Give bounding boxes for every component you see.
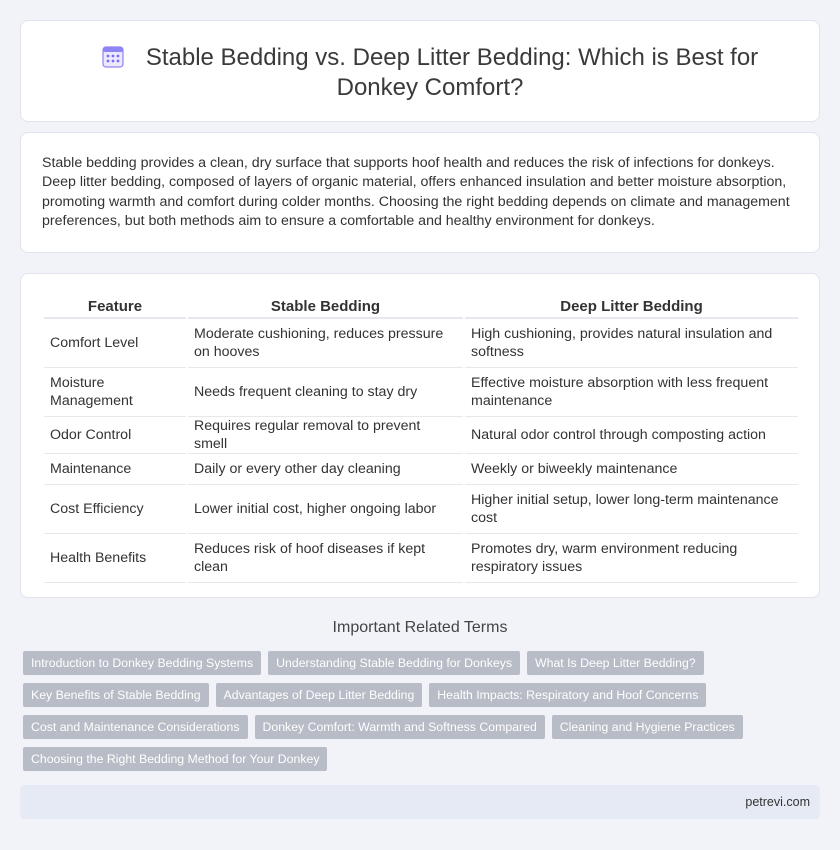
feature-cell: Health Benefits — [44, 534, 186, 583]
deep-cell: Weekly or biweekly maintenance — [465, 454, 798, 485]
stable-cell: Lower initial cost, higher ongoing labor — [188, 485, 463, 534]
header-card — [20, 20, 820, 122]
calendar-icon — [102, 44, 124, 68]
table-header-row — [44, 295, 798, 319]
related-term-tag[interactable]: Key Benefits of Stable Bedding — [23, 683, 209, 707]
feature-cell: Maintenance — [44, 454, 186, 485]
intro-card — [20, 132, 820, 253]
related-term-tag[interactable]: Donkey Comfort: Warmth and Softness Compared — [255, 715, 545, 739]
deep-cell: Promotes dry, warm environment reducing respiratory issues — [465, 534, 798, 583]
deep-cell: High cushioning, provides natural insulation and softness — [465, 319, 798, 368]
table-row — [44, 454, 798, 485]
related-term-tag[interactable]: Introduction to Donkey Bedding Systems — [23, 651, 261, 675]
column-header-feature: Feature — [44, 295, 186, 319]
related-term-tag[interactable]: What Is Deep Litter Bedding? — [527, 651, 704, 675]
feature-cell: Comfort Level — [44, 319, 186, 368]
column-header-stable: Stable Bedding — [188, 295, 463, 319]
stable-cell: Moderate cushioning, reduces pressure on hooves — [188, 319, 463, 368]
related-terms-heading: Important Related Terms — [332, 619, 508, 636]
feature-cell: Cost Efficiency — [44, 485, 186, 534]
stable-cell: Daily or every other day cleaning — [188, 454, 463, 485]
comparison-table — [42, 295, 800, 583]
stable-cell: Reduces risk of hoof diseases if kept clean — [188, 534, 463, 583]
feature-cell: Odor Control — [44, 417, 186, 454]
column-header-deep: Deep Litter Bedding — [465, 295, 798, 319]
footer — [20, 785, 820, 819]
page-title: Stable Bedding vs. Deep Litter Bedding: Which is Best for Donkey Comfort? — [145, 44, 759, 101]
deep-cell: Effective moisture absorption with less frequent maintenance — [465, 368, 798, 417]
table-row — [44, 319, 798, 368]
deep-cell: Natural odor control through composting action — [465, 417, 798, 454]
related-term-tag[interactable]: Advantages of Deep Litter Bedding — [216, 683, 423, 707]
stable-cell: Requires regular removal to prevent smell — [188, 417, 463, 454]
table-row — [44, 534, 798, 583]
comparison-table-card — [20, 273, 820, 598]
related-term-tag[interactable]: Cleaning and Hygiene Practices — [552, 715, 743, 739]
stable-cell: Needs frequent cleaning to stay dry — [188, 368, 463, 417]
footer-site-link[interactable]: petrevi.com — [745, 795, 810, 809]
related-terms-list — [23, 651, 783, 779]
related-term-tag[interactable]: Choosing the Right Bedding Method for Your Donkey — [23, 747, 327, 771]
page-title-wrap — [61, 43, 799, 103]
deep-cell: Higher initial setup, lower long-term maintenance cost — [465, 485, 798, 534]
table-row — [44, 485, 798, 534]
table-row — [44, 417, 798, 454]
table-row — [44, 368, 798, 417]
related-term-tag[interactable]: Understanding Stable Bedding for Donkeys — [268, 651, 520, 675]
related-term-tag[interactable]: Health Impacts: Respiratory and Hoof Concerns — [429, 683, 706, 707]
intro-paragraph: Stable bedding provides a clean, dry surface that supports hoof health and reduces the risk of infections for donkeys. Deep litter bedding, composed of layers of organic material, offers enhanced insulation and better moisture absorption, promoting warmth and comfort during colder months. Choosing the right bedding depends on climate and management preferences, but both methods aim to ensure a comfortable and healthy environment for donkeys. — [42, 155, 790, 229]
related-term-tag[interactable]: Cost and Maintenance Considerations — [23, 715, 248, 739]
feature-cell: Moisture Management — [44, 368, 186, 417]
